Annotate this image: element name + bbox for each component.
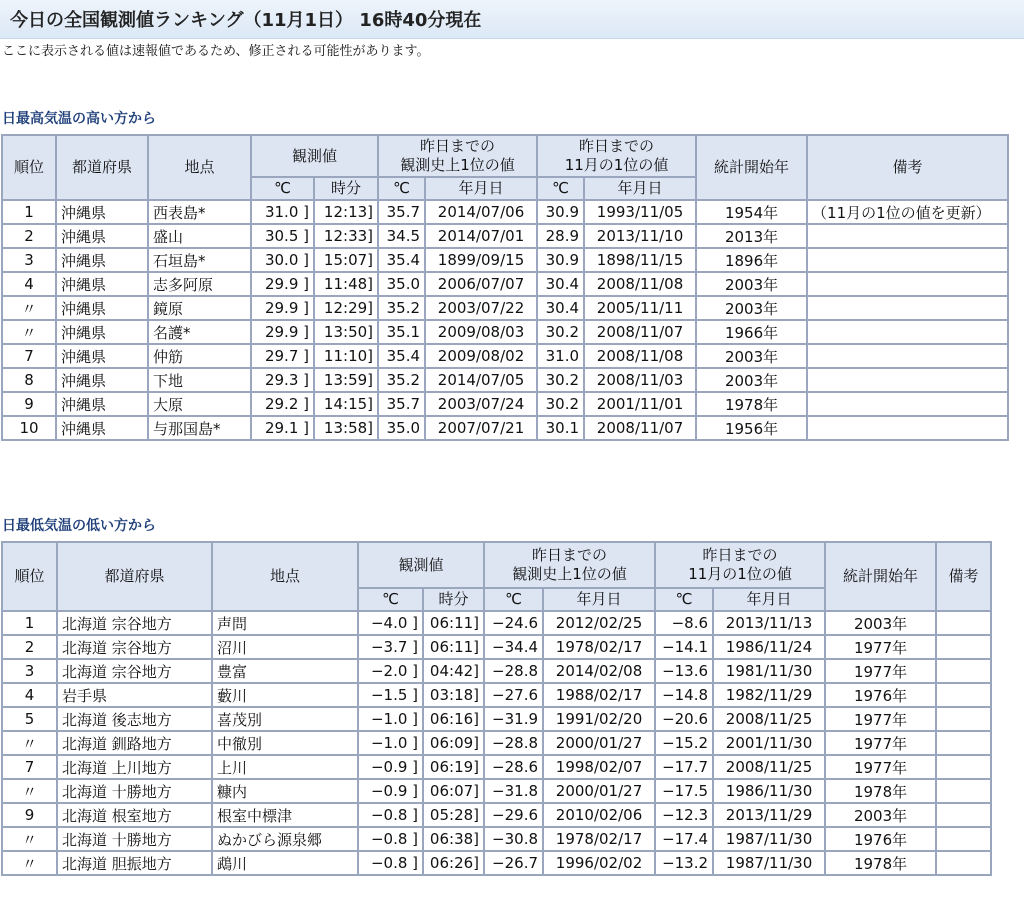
table-row xyxy=(2,344,1008,368)
table-row xyxy=(2,755,991,779)
col-date: 年月日 xyxy=(584,177,696,200)
month-record-date-cell: 2001/11/01 xyxy=(584,392,696,416)
prefecture-cell: 北海道 根室地方 xyxy=(57,803,212,827)
table-row xyxy=(2,272,1008,296)
observed-time-cell: 03:18] xyxy=(423,683,484,707)
record-date-cell: 2003/07/24 xyxy=(425,392,537,416)
observed-value-cell: −1.0 ] xyxy=(358,707,423,731)
start-year-cell: 2003年 xyxy=(825,803,936,827)
observed-value-cell: −2.0 ] xyxy=(358,659,423,683)
month-record-date-cell: 2013/11/29 xyxy=(713,803,825,827)
table-row xyxy=(2,779,991,803)
month-record-value-cell: −20.6 xyxy=(655,707,713,731)
table-row xyxy=(2,827,991,851)
record-date-cell: 1899/09/15 xyxy=(425,248,537,272)
col-unit-c: ℃ xyxy=(537,177,584,200)
location-cell: 沼川 xyxy=(212,635,358,659)
month-record-date-cell: 1981/11/30 xyxy=(713,659,825,683)
month-record-value-cell: −14.1 xyxy=(655,635,713,659)
observed-value-cell: 31.0 ] xyxy=(251,200,314,224)
location-cell: 鏡原 xyxy=(148,296,251,320)
record-value-cell: −28.6 xyxy=(484,755,543,779)
record-date-cell: 2009/08/02 xyxy=(425,344,537,368)
record-date-cell: 2000/01/27 xyxy=(543,779,655,803)
month-record-date-cell: 1986/11/24 xyxy=(713,635,825,659)
prefecture-cell: 北海道 宗谷地方 xyxy=(57,611,212,635)
col-unit-c: ℃ xyxy=(484,588,543,611)
remarks-cell xyxy=(936,635,991,659)
observed-value-cell: 29.9 ] xyxy=(251,272,314,296)
prefecture-cell: 沖縄県 xyxy=(56,416,148,440)
observed-value-cell: 29.9 ] xyxy=(251,296,314,320)
table-row xyxy=(2,392,1008,416)
record-value-cell: 35.7 xyxy=(378,392,425,416)
rank-cell: 2 xyxy=(2,224,56,248)
location-cell: 大原 xyxy=(148,392,251,416)
record-date-cell: 2009/08/03 xyxy=(425,320,537,344)
start-year-cell: 2013年 xyxy=(696,224,807,248)
record-value-cell: 35.2 xyxy=(378,296,425,320)
record-value-cell: −24.6 xyxy=(484,611,543,635)
month-record-value-cell: −17.5 xyxy=(655,779,713,803)
month-record-value-cell: 30.9 xyxy=(537,248,584,272)
rank-cell: 4 xyxy=(2,272,56,296)
col-remarks: 備考 xyxy=(807,135,1008,200)
remarks-cell xyxy=(807,416,1008,440)
prefecture-cell: 北海道 胆振地方 xyxy=(57,851,212,875)
observed-value-cell: 30.0 ] xyxy=(251,248,314,272)
month-record-date-cell: 2013/11/10 xyxy=(584,224,696,248)
remarks-cell xyxy=(807,296,1008,320)
start-year-cell: 1978年 xyxy=(696,392,807,416)
record-value-cell: −29.6 xyxy=(484,803,543,827)
observed-value-cell: −0.8 ] xyxy=(358,851,423,875)
col-rank: 順位 xyxy=(2,542,57,611)
observed-time-cell: 05:28] xyxy=(423,803,484,827)
month-record-value-cell: 30.2 xyxy=(537,392,584,416)
remarks-cell xyxy=(807,272,1008,296)
notice-text: ここに表示される値は速報値であるため、修正される可能性があります。 xyxy=(2,44,430,59)
month-record-date-cell: 2008/11/03 xyxy=(584,368,696,392)
month-record-value-cell: 28.9 xyxy=(537,224,584,248)
col-record-alltime: 昨日までの 観測史上1位の値 xyxy=(484,542,655,588)
prefecture-cell: 沖縄県 xyxy=(56,368,148,392)
remarks-cell xyxy=(807,368,1008,392)
prefecture-cell: 沖縄県 xyxy=(56,392,148,416)
start-year-cell: 2003年 xyxy=(696,296,807,320)
col-date: 年月日 xyxy=(713,588,825,611)
rank-cell: 4 xyxy=(2,683,57,707)
record-value-cell: 35.2 xyxy=(378,368,425,392)
month-record-value-cell: −17.7 xyxy=(655,755,713,779)
rank-cell: 〃 xyxy=(2,296,56,320)
record-value-cell: −30.8 xyxy=(484,827,543,851)
rank-cell: 〃 xyxy=(2,320,56,344)
record-date-cell: 2003/07/22 xyxy=(425,296,537,320)
record-date-cell: 2010/02/06 xyxy=(543,803,655,827)
record-value-cell: −28.8 xyxy=(484,731,543,755)
record-date-cell: 1996/02/02 xyxy=(543,851,655,875)
remarks-cell xyxy=(936,851,991,875)
month-record-value-cell: 30.4 xyxy=(537,296,584,320)
month-record-date-cell: 1987/11/30 xyxy=(713,851,825,875)
record-value-cell: 35.0 xyxy=(378,272,425,296)
record-date-cell: 2000/01/27 xyxy=(543,731,655,755)
table-row xyxy=(2,731,991,755)
record-date-cell: 1998/02/07 xyxy=(543,755,655,779)
month-record-date-cell: 1993/11/05 xyxy=(584,200,696,224)
observed-time-cell: 06:07] xyxy=(423,779,484,803)
location-cell: 下地 xyxy=(148,368,251,392)
max-temp-table xyxy=(1,134,1009,441)
min-temp-table xyxy=(1,541,992,876)
location-cell: 西表島* xyxy=(148,200,251,224)
col-date: 年月日 xyxy=(543,588,655,611)
col-unit-c: ℃ xyxy=(358,588,423,611)
start-year-cell: 2003年 xyxy=(825,611,936,635)
rank-cell: 7 xyxy=(2,755,57,779)
observed-time-cell: 13:50] xyxy=(314,320,378,344)
month-record-value-cell: −13.2 xyxy=(655,851,713,875)
rank-cell: 3 xyxy=(2,659,57,683)
observed-value-cell: −0.8 ] xyxy=(358,803,423,827)
table-row xyxy=(2,368,1008,392)
page-header xyxy=(0,0,1024,39)
record-value-cell: 35.1 xyxy=(378,320,425,344)
start-year-cell: 2003年 xyxy=(696,344,807,368)
remarks-cell: （11月の1位の値を更新） xyxy=(807,200,1008,224)
observed-time-cell: 13:59] xyxy=(314,368,378,392)
remarks-cell xyxy=(807,344,1008,368)
observed-value-cell: −1.5 ] xyxy=(358,683,423,707)
observed-time-cell: 04:42] xyxy=(423,659,484,683)
observed-value-cell: 30.5 ] xyxy=(251,224,314,248)
start-year-cell: 1978年 xyxy=(825,851,936,875)
record-value-cell: −28.8 xyxy=(484,659,543,683)
record-date-cell: 2014/02/08 xyxy=(543,659,655,683)
start-year-cell: 1978年 xyxy=(825,779,936,803)
observed-time-cell: 06:26] xyxy=(423,851,484,875)
max-temp-heading: 日最高気温の高い方から xyxy=(2,111,156,127)
observed-value-cell: 29.1 ] xyxy=(251,416,314,440)
record-value-cell: 35.4 xyxy=(378,344,425,368)
table-row xyxy=(2,200,1008,224)
record-value-cell: 34.5 xyxy=(378,224,425,248)
table-row xyxy=(2,320,1008,344)
table-row xyxy=(2,248,1008,272)
record-date-cell: 1978/02/17 xyxy=(543,827,655,851)
record-date-cell: 1991/02/20 xyxy=(543,707,655,731)
page-title: 今日の全国観測値ランキング（11月1日） 16時40分現在 xyxy=(10,10,482,31)
observed-time-cell: 06:16] xyxy=(423,707,484,731)
start-year-cell: 1956年 xyxy=(696,416,807,440)
col-unit-c: ℃ xyxy=(378,177,425,200)
record-date-cell: 2014/07/06 xyxy=(425,200,537,224)
remarks-cell xyxy=(936,731,991,755)
col-start-year: 統計開始年 xyxy=(825,542,936,611)
observed-time-cell: 12:33] xyxy=(314,224,378,248)
observed-value-cell: −1.0 ] xyxy=(358,731,423,755)
month-record-date-cell: 2008/11/07 xyxy=(584,416,696,440)
start-year-cell: 1976年 xyxy=(825,827,936,851)
month-record-date-cell: 1898/11/15 xyxy=(584,248,696,272)
rank-cell: 〃 xyxy=(2,851,57,875)
prefecture-cell: 北海道 十勝地方 xyxy=(57,827,212,851)
location-cell: 根室中標津 xyxy=(212,803,358,827)
location-cell: 上川 xyxy=(212,755,358,779)
observed-value-cell: −4.0 ] xyxy=(358,611,423,635)
observed-time-cell: 06:19] xyxy=(423,755,484,779)
prefecture-cell: 沖縄県 xyxy=(56,272,148,296)
remarks-cell xyxy=(807,248,1008,272)
month-record-value-cell: −17.4 xyxy=(655,827,713,851)
month-record-value-cell: −13.6 xyxy=(655,659,713,683)
location-cell: 豊富 xyxy=(212,659,358,683)
observed-time-cell: 06:11] xyxy=(423,635,484,659)
rank-cell: 8 xyxy=(2,368,56,392)
col-start-year: 統計開始年 xyxy=(696,135,807,200)
rank-cell: 7 xyxy=(2,344,56,368)
table-row xyxy=(2,803,991,827)
rank-cell: 〃 xyxy=(2,731,57,755)
month-record-date-cell: 2008/11/07 xyxy=(584,320,696,344)
month-record-date-cell: 2008/11/25 xyxy=(713,755,825,779)
month-record-value-cell: 30.9 xyxy=(537,200,584,224)
table-row xyxy=(2,224,1008,248)
prefecture-cell: 北海道 宗谷地方 xyxy=(57,635,212,659)
remarks-cell xyxy=(936,611,991,635)
month-record-date-cell: 2008/11/08 xyxy=(584,272,696,296)
table-row xyxy=(2,707,991,731)
prefecture-cell: 北海道 宗谷地方 xyxy=(57,659,212,683)
remarks-cell xyxy=(807,320,1008,344)
location-cell: 藪川 xyxy=(212,683,358,707)
month-record-date-cell: 2013/11/13 xyxy=(713,611,825,635)
col-rank: 順位 xyxy=(2,135,56,200)
month-record-date-cell: 1982/11/29 xyxy=(713,683,825,707)
start-year-cell: 1954年 xyxy=(696,200,807,224)
prefecture-cell: 北海道 上川地方 xyxy=(57,755,212,779)
record-date-cell: 2014/07/05 xyxy=(425,368,537,392)
col-prefecture: 都道府県 xyxy=(56,135,148,200)
col-unit-c: ℃ xyxy=(655,588,713,611)
table-row xyxy=(2,851,991,875)
remarks-cell xyxy=(936,803,991,827)
month-record-date-cell: 1987/11/30 xyxy=(713,827,825,851)
observed-time-cell: 11:48] xyxy=(314,272,378,296)
col-unit-c: ℃ xyxy=(251,177,314,200)
start-year-cell: 1966年 xyxy=(696,320,807,344)
record-value-cell: −34.4 xyxy=(484,635,543,659)
start-year-cell: 1977年 xyxy=(825,659,936,683)
record-date-cell: 1978/02/17 xyxy=(543,635,655,659)
location-cell: 盛山 xyxy=(148,224,251,248)
rank-cell: 〃 xyxy=(2,827,57,851)
start-year-cell: 1977年 xyxy=(825,731,936,755)
location-cell: 鵡川 xyxy=(212,851,358,875)
prefecture-cell: 沖縄県 xyxy=(56,320,148,344)
table-row xyxy=(2,416,1008,440)
remarks-cell xyxy=(936,659,991,683)
table-row xyxy=(2,635,991,659)
record-value-cell: −31.8 xyxy=(484,779,543,803)
location-cell: ぬかびら源泉郷 xyxy=(212,827,358,851)
col-record-alltime: 昨日までの 観測史上1位の値 xyxy=(378,135,537,177)
prefecture-cell: 沖縄県 xyxy=(56,200,148,224)
record-value-cell: 35.7 xyxy=(378,200,425,224)
rank-cell: 〃 xyxy=(2,779,57,803)
location-cell: 喜茂別 xyxy=(212,707,358,731)
month-record-value-cell: 30.2 xyxy=(537,320,584,344)
observed-time-cell: 12:29] xyxy=(314,296,378,320)
observed-time-cell: 11:10] xyxy=(314,344,378,368)
month-record-date-cell: 2008/11/08 xyxy=(584,344,696,368)
start-year-cell: 2003年 xyxy=(696,272,807,296)
month-record-date-cell: 2008/11/25 xyxy=(713,707,825,731)
month-record-date-cell: 2001/11/30 xyxy=(713,731,825,755)
min-temp-heading: 日最低気温の低い方から xyxy=(2,518,156,534)
table-row xyxy=(2,296,1008,320)
record-date-cell: 2006/07/07 xyxy=(425,272,537,296)
observed-value-cell: 29.2 ] xyxy=(251,392,314,416)
rank-cell: 9 xyxy=(2,392,56,416)
record-value-cell: 35.0 xyxy=(378,416,425,440)
col-date: 年月日 xyxy=(425,177,537,200)
prefecture-cell: 沖縄県 xyxy=(56,296,148,320)
record-value-cell: −31.9 xyxy=(484,707,543,731)
month-record-value-cell: 31.0 xyxy=(537,344,584,368)
remarks-cell xyxy=(936,755,991,779)
record-value-cell: −26.7 xyxy=(484,851,543,875)
month-record-value-cell: −8.6 xyxy=(655,611,713,635)
month-record-value-cell: 30.4 xyxy=(537,272,584,296)
col-record-month: 昨日までの 11月の1位の値 xyxy=(537,135,696,177)
observed-time-cell: 06:11] xyxy=(423,611,484,635)
rank-cell: 10 xyxy=(2,416,56,440)
rank-cell: 1 xyxy=(2,611,57,635)
observed-value-cell: −0.8 ] xyxy=(358,827,423,851)
rank-cell: 2 xyxy=(2,635,57,659)
table-row xyxy=(2,611,991,635)
month-record-value-cell: −15.2 xyxy=(655,731,713,755)
observed-value-cell: −3.7 ] xyxy=(358,635,423,659)
location-cell: 中徹別 xyxy=(212,731,358,755)
remarks-cell xyxy=(936,779,991,803)
observed-value-cell: −0.9 ] xyxy=(358,779,423,803)
month-record-date-cell: 1986/11/30 xyxy=(713,779,825,803)
observed-time-cell: 14:15] xyxy=(314,392,378,416)
observed-value-cell: 29.9 ] xyxy=(251,320,314,344)
table-row xyxy=(2,683,991,707)
col-time: 時分 xyxy=(423,588,484,611)
start-year-cell: 1896年 xyxy=(696,248,807,272)
location-cell: 志多阿原 xyxy=(148,272,251,296)
observed-value-cell: −0.9 ] xyxy=(358,755,423,779)
prefecture-cell: 岩手県 xyxy=(57,683,212,707)
col-observed: 観測値 xyxy=(251,135,378,177)
start-year-cell: 1977年 xyxy=(825,635,936,659)
remarks-cell xyxy=(936,827,991,851)
col-observed: 観測値 xyxy=(358,542,484,588)
remarks-cell xyxy=(936,683,991,707)
start-year-cell: 1977年 xyxy=(825,755,936,779)
observed-time-cell: 13:58] xyxy=(314,416,378,440)
month-record-value-cell: −14.8 xyxy=(655,683,713,707)
month-record-date-cell: 2005/11/11 xyxy=(584,296,696,320)
record-value-cell: −27.6 xyxy=(484,683,543,707)
prefecture-cell: 北海道 後志地方 xyxy=(57,707,212,731)
col-location: 地点 xyxy=(212,542,358,611)
location-cell: 糠内 xyxy=(212,779,358,803)
remarks-cell xyxy=(807,224,1008,248)
prefecture-cell: 北海道 釧路地方 xyxy=(57,731,212,755)
record-date-cell: 2012/02/25 xyxy=(543,611,655,635)
rank-cell: 3 xyxy=(2,248,56,272)
col-record-month: 昨日までの 11月の1位の値 xyxy=(655,542,825,588)
prefecture-cell: 沖縄県 xyxy=(56,344,148,368)
start-year-cell: 1976年 xyxy=(825,683,936,707)
start-year-cell: 2003年 xyxy=(696,368,807,392)
table-row xyxy=(2,659,991,683)
prefecture-cell: 沖縄県 xyxy=(56,248,148,272)
record-date-cell: 1988/02/17 xyxy=(543,683,655,707)
start-year-cell: 1977年 xyxy=(825,707,936,731)
month-record-value-cell: 30.2 xyxy=(537,368,584,392)
remarks-cell xyxy=(807,392,1008,416)
prefecture-cell: 北海道 十勝地方 xyxy=(57,779,212,803)
col-location: 地点 xyxy=(148,135,251,200)
rank-cell: 9 xyxy=(2,803,57,827)
location-cell: 与那国島* xyxy=(148,416,251,440)
location-cell: 名護* xyxy=(148,320,251,344)
record-date-cell: 2007/07/21 xyxy=(425,416,537,440)
remarks-cell xyxy=(936,707,991,731)
record-date-cell: 2014/07/01 xyxy=(425,224,537,248)
rank-cell: 1 xyxy=(2,200,56,224)
location-cell: 石垣島* xyxy=(148,248,251,272)
observed-value-cell: 29.7 ] xyxy=(251,344,314,368)
observed-time-cell: 15:07] xyxy=(314,248,378,272)
col-remarks: 備考 xyxy=(936,542,991,611)
location-cell: 声問 xyxy=(212,611,358,635)
col-prefecture: 都道府県 xyxy=(57,542,212,611)
observed-time-cell: 12:13] xyxy=(314,200,378,224)
location-cell: 仲筋 xyxy=(148,344,251,368)
prefecture-cell: 沖縄県 xyxy=(56,224,148,248)
col-time: 時分 xyxy=(314,177,378,200)
record-value-cell: 35.4 xyxy=(378,248,425,272)
month-record-value-cell: −12.3 xyxy=(655,803,713,827)
observed-time-cell: 06:09] xyxy=(423,731,484,755)
rank-cell: 5 xyxy=(2,707,57,731)
observed-value-cell: 29.3 ] xyxy=(251,368,314,392)
month-record-value-cell: 30.1 xyxy=(537,416,584,440)
observed-time-cell: 06:38] xyxy=(423,827,484,851)
